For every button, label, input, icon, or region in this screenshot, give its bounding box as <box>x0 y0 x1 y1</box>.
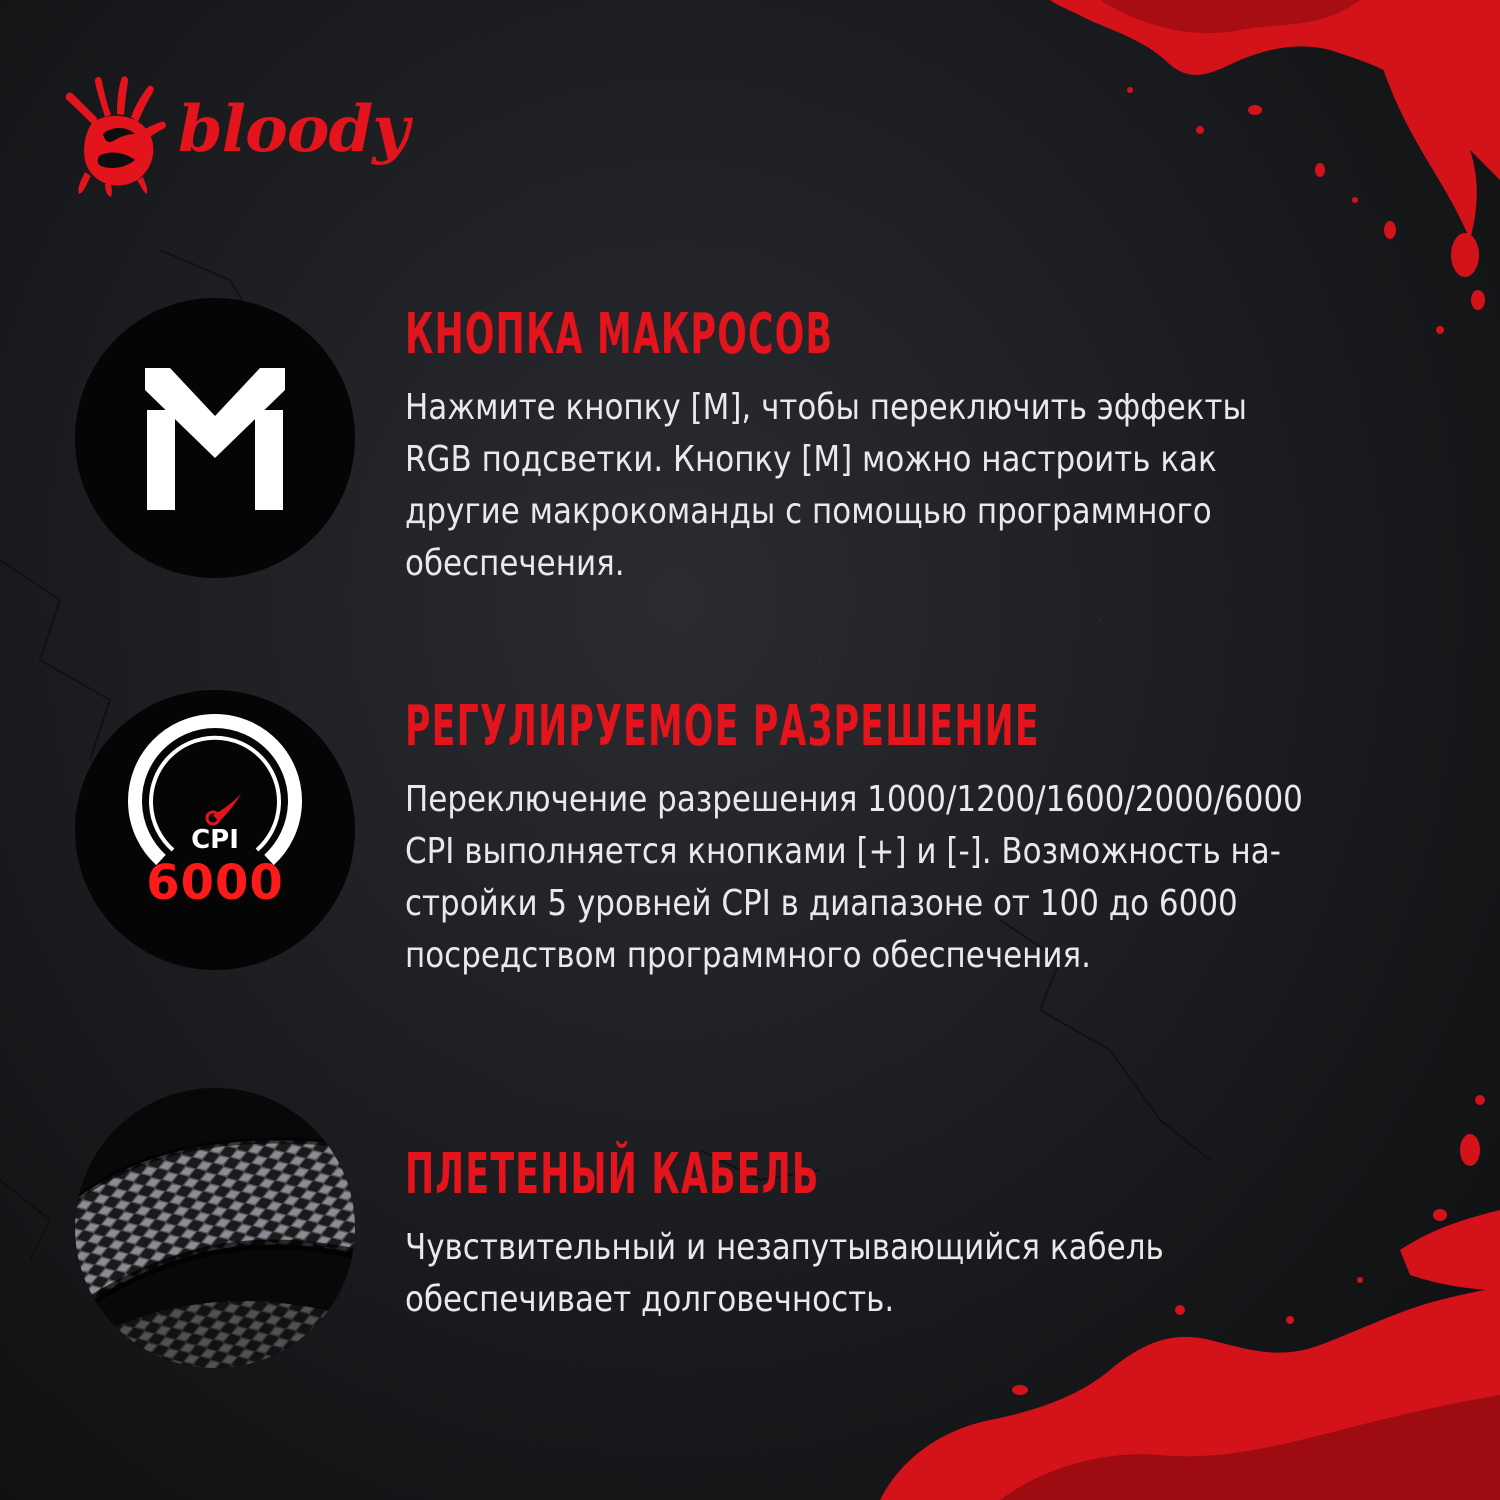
description-line: стройки 5 уровней CPI в диапазоне от 100 до 6000 <box>405 883 1238 924</box>
description-line: другие макрокоманды с помощью программного <box>405 491 1212 532</box>
description-line: Чувствительный и незапутывающийся кабель <box>405 1227 1164 1268</box>
m-macro-icon <box>75 298 355 578</box>
feature-macro <box>405 300 1475 590</box>
brand-name: bloody <box>178 92 409 167</box>
description-line: RGB подсветки. Кнопку [M] можно настроить как <box>405 439 1217 480</box>
cpi-label: CPI <box>191 825 239 855</box>
description-line: CPI выполняется кнопками [+] и [-]. Возможность на- <box>405 831 1281 872</box>
braided-cable-icon <box>75 1088 355 1368</box>
feature-resolution <box>405 692 1475 982</box>
feature-description <box>405 382 1454 590</box>
feature-title: КНОПКА МАКРОСОВ <box>405 302 834 367</box>
description-line: посредством программного обеспечения. <box>405 935 1091 976</box>
description-line: Переключение разрешения 1000/1200/1600/2000/6000 <box>405 779 1303 820</box>
cpi-icon-circle <box>75 690 355 970</box>
description-line: обеспечивает долговечность. <box>405 1279 895 1320</box>
feature-title: РЕГУЛИРУЕМОЕ РАЗРЕШЕНИЕ <box>405 694 1040 759</box>
feature-description <box>405 774 1454 982</box>
feature-cable <box>405 1140 1475 1326</box>
feature-description <box>405 1222 1454 1326</box>
description-line: обеспечения. <box>405 543 625 584</box>
cable-icon-circle <box>75 1088 355 1368</box>
cpi-value: 6000 <box>146 855 284 911</box>
feature-title: ПЛЕТЕНЫЙ КАБЕЛЬ <box>405 1142 820 1207</box>
description-line: Нажмите кнопку [M], чтобы переключить эффекты <box>405 387 1247 428</box>
macro-icon-circle <box>75 298 355 578</box>
